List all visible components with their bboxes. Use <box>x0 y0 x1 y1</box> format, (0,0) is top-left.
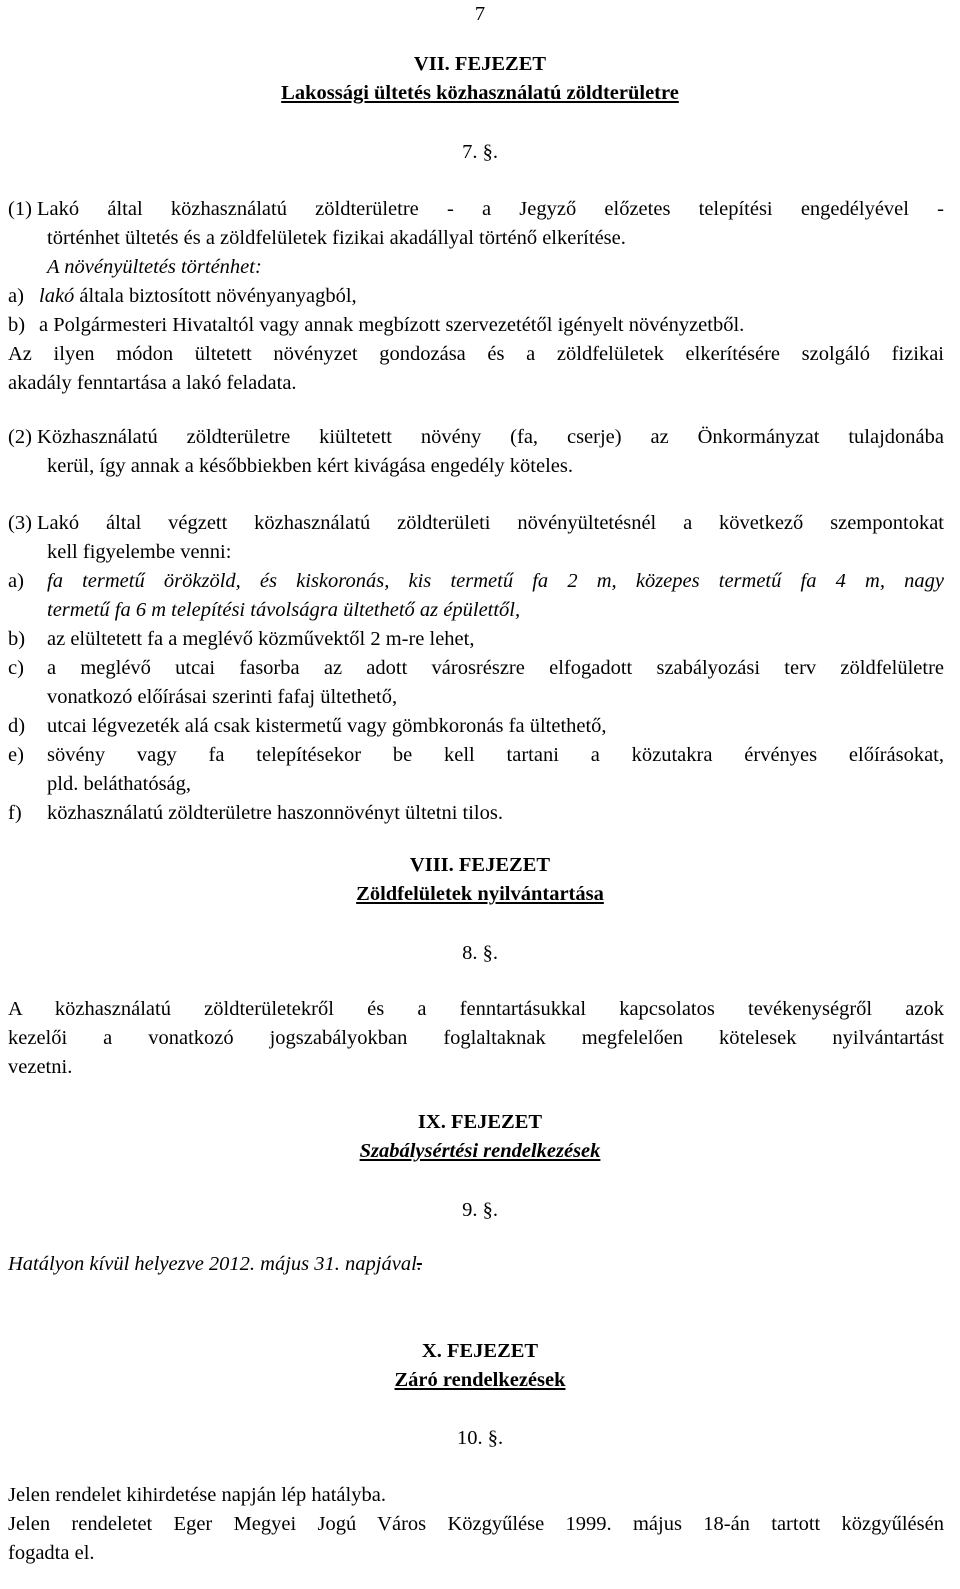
chapter-8-line-1: A közhasználatú zöldterületekről és a fenntartásukkal kapcsolatos tevékenységről azok <box>8 998 944 1020</box>
item-b-label: b) <box>8 314 26 336</box>
chapter-10-title-text: Záró rendelkezések <box>394 1369 566 1391</box>
paragraph-1-item-a <box>8 282 944 311</box>
chapter-10-heading: X. FEJEZET <box>421 1340 539 1362</box>
chapter-8-body <box>8 995 944 1082</box>
criteria-item-c <box>8 654 944 712</box>
paragraph-2-line-1: Közhasználatú zöldterületre kiültetett növény (fa, cserje) az Önkormányzat tulajdonába <box>37 426 944 448</box>
criteria-item-e <box>8 741 944 799</box>
paragraph-1-label: (1) <box>8 198 38 220</box>
chapter-9-title <box>0 1137 960 1166</box>
section-10: 10. §. <box>456 1427 504 1449</box>
criteria-e-line-1: sövény vagy fa telepítésekor be kell tartani a közutakra érvényes előírásokat, <box>47 744 944 766</box>
criteria-f-label: f) <box>8 802 22 824</box>
chapter-9-title-text: Szabálysértési rendelkezések <box>359 1140 601 1162</box>
item-a-italic: lakó <box>39 285 75 307</box>
criteria-a-label: a) <box>8 570 24 592</box>
chapter-10-line-2: Jelen rendeletet Eger Megyei Jogú Város Közgyűlése 1999. május 18-án tartott közgyűlésén <box>8 1513 944 1535</box>
criteria-c-line-2: vonatkozó előírásai szerinti fafaj ültethető, <box>47 686 398 708</box>
section-9: 9. §. <box>462 1199 498 1221</box>
section-7: 7. §. <box>462 141 498 163</box>
chapter-8-line-3: vezetni. <box>8 1056 73 1078</box>
care-line-1: Az ilyen módon ültetett növényzet gondozása és a zöldfelületek elkerítésére szolgáló fizikai <box>8 343 944 365</box>
item-a-text-2: biztosított növényanyagból, <box>123 285 357 307</box>
item-a-text-1: általa <box>74 285 124 307</box>
chapter-7-title-text: Lakossági ültetés közhasználatú zöldterületre <box>281 82 679 104</box>
section-8: 8. §. <box>462 942 498 964</box>
criteria-item-d <box>8 712 944 741</box>
chapter-8-title <box>0 880 960 909</box>
criteria-b-line-1: az elültetett fa a meglévő közművektől 2 m-re lehet, <box>47 628 475 650</box>
paragraph-2-line-2: kerül, így annak a későbbiekben kért kivágása engedély köteles. <box>47 455 573 477</box>
criteria-item-a <box>8 567 944 625</box>
item-a-label: a) <box>8 285 24 307</box>
chapter-8-line-2: kezelői a vonatkozó jogszabályokban foglaltaknak megfelelően kötelesek nyilvántartást <box>8 1027 944 1049</box>
chapter-10-body <box>8 1481 944 1568</box>
chapter-7-title <box>0 79 960 108</box>
care-line-2: akadály fenntartása a lakó feladata. <box>8 372 297 394</box>
criteria-c-line-1: a meglévő utcai fasorba az adott városrészre elfogadott szabályozási terv zöldfelületre <box>47 657 944 679</box>
criteria-b-label: b) <box>8 628 26 650</box>
paragraph-1-line-2: történhet ültetés és a zöldfelületek fizikai akadállyal történő elkerítése. <box>47 227 626 249</box>
page-number: 7 <box>474 3 486 25</box>
paragraph-3 <box>8 509 944 828</box>
paragraph-1-item-b <box>8 311 944 340</box>
chapter-8-heading: VIII. FEJEZET <box>409 854 551 876</box>
criteria-c-label: c) <box>8 657 24 679</box>
item-b-text: a Polgármesteri Hivataltól vagy annak megbízott szervezetétől igényelt növényzetből. <box>39 314 745 336</box>
paragraph-3-line-1: Lakó által végzett közhasználatú zöldterületi növényültetésnél a következő szempontokat <box>37 512 944 534</box>
chapter-10-line-1: Jelen rendelet kihirdetése napján lép hatályba. <box>8 1484 386 1506</box>
paragraph-1 <box>8 195 944 398</box>
chapter-8-title-text: Zöldfelületek nyilvántartása <box>356 883 604 905</box>
repealed-struck-period: . <box>416 1253 422 1275</box>
criteria-e-line-2: pld. beláthatóság, <box>47 773 192 795</box>
criteria-item-b <box>8 625 944 654</box>
repealed-text: Hatályon kívül helyezve 2012. május 31. napjával <box>8 1253 417 1275</box>
criteria-item-f <box>8 799 944 828</box>
criteria-f-line-1: közhasználatú zöldterületre haszonnövényt ültetni tilos. <box>47 802 503 824</box>
paragraph-1-line-1: Lakó által közhasználatú zöldterületre - a Jegyző előzetes telepítési engedélyével - <box>37 198 944 220</box>
paragraph-3-line-2: kell figyelembe venni: <box>47 541 232 563</box>
paragraph-2 <box>8 423 944 481</box>
paragraph-2-label: (2) <box>8 426 38 448</box>
criteria-a-line-1: fa termetű örökzöld, és kiskoronás, kis termetű fa 2 m, közepes termetű fa 4 m, nagy <box>47 570 944 592</box>
chapter-9-heading: IX. FEJEZET <box>417 1111 543 1133</box>
criteria-e-label: e) <box>8 744 24 766</box>
paragraph-3-label: (3) <box>8 512 38 534</box>
criteria-d-label: d) <box>8 715 26 737</box>
criteria-a-line-2: termetű fa 6 m telepítési távolságra ültethető az épülettől, <box>47 599 521 621</box>
chapter-10-line-3: fogadta el. <box>8 1542 95 1564</box>
repealed-note <box>8 1250 944 1279</box>
chapter-7-heading: VII. FEJEZET <box>413 53 547 75</box>
planting-intro: A növényültetés történhet: <box>47 256 262 278</box>
criteria-d-line-1: utcai légvezeték alá csak kistermetű vagy gömbkoronás fa ültethető, <box>47 715 607 737</box>
chapter-10-title <box>0 1366 960 1395</box>
